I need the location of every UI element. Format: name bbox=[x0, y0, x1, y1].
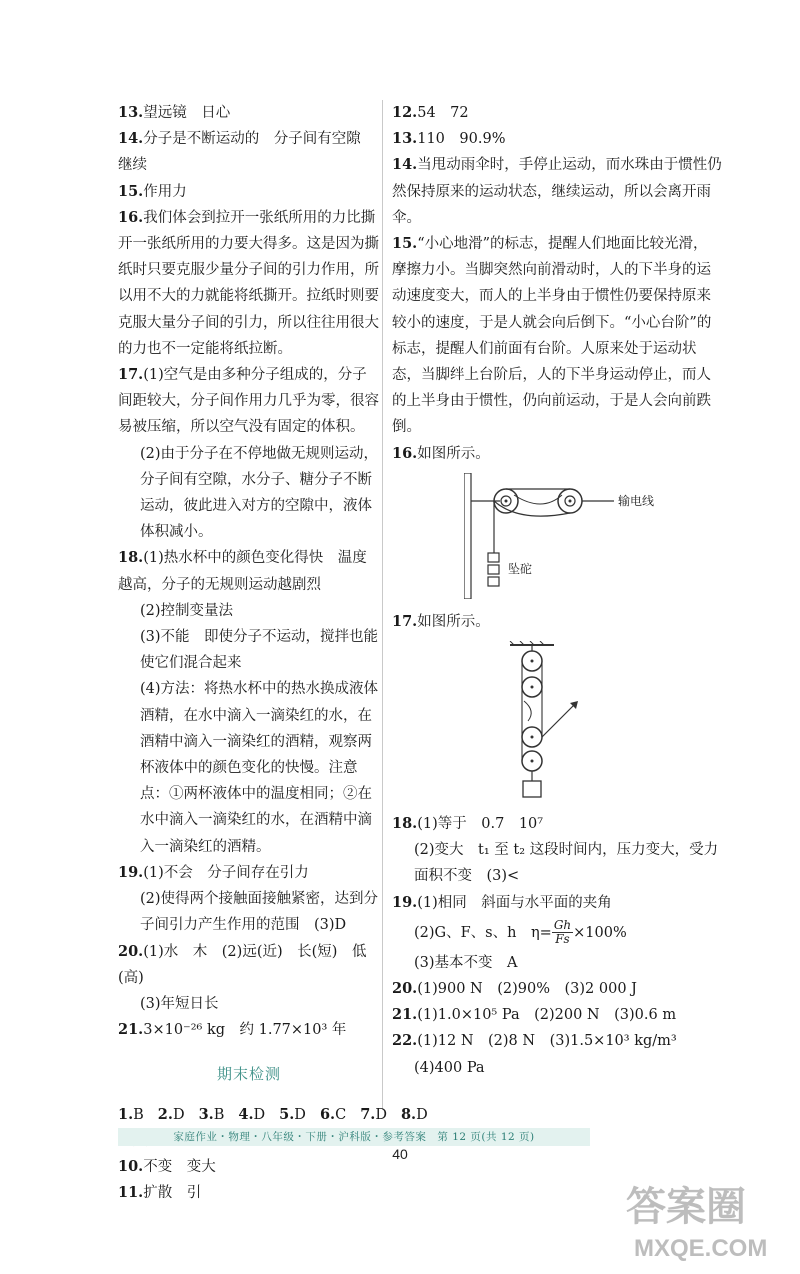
weight-label: 坠砣 bbox=[508, 561, 533, 576]
answer-number: 12. bbox=[392, 104, 418, 121]
answer-text: 望远镜 日心 bbox=[143, 105, 231, 121]
answer-number: 16. bbox=[118, 208, 144, 226]
answer-item bbox=[118, 362, 380, 441]
choice-number: 8. bbox=[400, 1105, 417, 1123]
pulley-powerline-figure bbox=[464, 473, 704, 599]
answer-sub-part: (2)变大 t₁ 至 t₂ 这段时间内，压力变大，受力面积不变 (3)< bbox=[414, 842, 719, 885]
answer-item bbox=[392, 1028, 722, 1054]
counterweight-block bbox=[488, 565, 499, 574]
answer-number: 14. bbox=[392, 156, 418, 174]
answer-item-19: 19.(1)相同 斜面与水平面的夹角 bbox=[392, 893, 612, 911]
right-answer-list-a bbox=[392, 100, 722, 467]
answer-text: (1)900 N (2)90% (3)2 000 J bbox=[417, 981, 637, 998]
answer-number: 20. bbox=[392, 980, 418, 998]
answer-text: “小心地滑”的标志，提醒人们地面比较光滑，摩擦力小。当脚突然向前滑动时，人的下半身的运动速度变大，而人的上半身由于惯性仍要保持原来较小的速度，于是人就会向后倒下。“小心台阶”的标志，提醒人们前面有台阶。人原来处于运动状态，当脚绊上台阶后，人的下半身运动停止，而人的上半身由于惯性，仍向前运动，于是人会向前跌倒。 bbox=[392, 236, 712, 436]
efficiency-fraction: $\frac{Gh}{Fs}$ bbox=[553, 918, 572, 947]
answer-number: 18. bbox=[392, 815, 418, 833]
svg-text:MXQE.COM: MXQE.COM bbox=[634, 1235, 768, 1262]
answer-text: 不变 变大 bbox=[143, 1158, 216, 1175]
answer-text: (1)热水杯中的颜色变化得快 温度越高，分子的无规则运动越剧烈 bbox=[118, 550, 367, 593]
answer-number: 13. bbox=[392, 130, 418, 148]
choice-answer: D bbox=[294, 1106, 306, 1123]
svg-text:答案圈: 答案圈 bbox=[626, 1185, 746, 1229]
watermark-logo bbox=[620, 1170, 790, 1266]
choice-number: 5. bbox=[279, 1105, 295, 1123]
choice-answers bbox=[118, 1102, 428, 1128]
answer-text: 我们体会到拉开一张纸所用的力比撕开一张纸所用的力要大得多。这是因为撕纸时只要克服少量分子间的引力作用，所以用不大的力就能将纸撕开。拉纸时则要克服大量分子间的引力，所以往往用很大的力也不一定能将纸拉断。 bbox=[118, 209, 379, 357]
answer-item bbox=[392, 441, 722, 467]
choice-answer: B bbox=[133, 1106, 144, 1123]
answer-number: 17. bbox=[118, 366, 144, 384]
choice-answer: B bbox=[213, 1106, 225, 1123]
pull-rope bbox=[542, 703, 576, 737]
answer-item bbox=[118, 126, 380, 178]
answer-item bbox=[118, 1017, 380, 1043]
answer-item bbox=[118, 1180, 380, 1206]
answer-number: 20. bbox=[118, 942, 144, 960]
right-column bbox=[392, 100, 722, 1081]
choice-number: 4. bbox=[238, 1105, 254, 1123]
answer-text: (1)不会 分子间存在引力 bbox=[143, 864, 309, 881]
answer-item bbox=[392, 126, 722, 152]
counterweight-block bbox=[488, 577, 499, 586]
answer-number: 15. bbox=[392, 235, 418, 253]
answer-item bbox=[118, 939, 380, 991]
answer-sub-19-2: (2)G、F、s、h η= $\frac{Gh}{Fs}$ ×100% bbox=[414, 918, 627, 947]
answer-number: 16. bbox=[392, 444, 418, 462]
answer-item bbox=[118, 100, 380, 126]
answer-number: 19. bbox=[118, 863, 144, 881]
answer-sub-part: (2)使得两个接触面接触紧密，达到分子间引力产生作用的范围 (3)D bbox=[140, 891, 379, 934]
answer-text: (1)空气是由多种分子组成的，分子间距较大，分子间作用力几乎为零，很容易被压缩，所以空气没有固定的体积。 bbox=[118, 367, 379, 436]
counterweight-block bbox=[488, 553, 499, 562]
answer-text: 3×10⁻²⁶ kg 约 1.77×10³ 年 bbox=[143, 1022, 347, 1039]
answer-text: (1)1.0×10⁵ Pa (2)200 N (3)0.6 m bbox=[417, 1007, 677, 1024]
answer-text: 当甩动雨伞时，手停止运动，而水珠由于惯性仍然保持原来的运动状态，继续运动，所以会离开雨伞。 bbox=[392, 157, 722, 226]
answer-item bbox=[392, 976, 722, 1002]
right-answer-list-b bbox=[392, 811, 722, 890]
answer-text: 如图所示。 bbox=[417, 445, 490, 462]
wire-label: 输电线 bbox=[618, 493, 655, 508]
answer-sub-part: (4)400 Pa bbox=[414, 1059, 485, 1076]
pulley-block-figure bbox=[492, 641, 632, 801]
answer-item bbox=[392, 1002, 722, 1028]
choice-answer: D bbox=[253, 1106, 266, 1123]
column-divider bbox=[382, 100, 383, 1110]
answer-item bbox=[392, 231, 722, 441]
answer-text: 作用力 bbox=[143, 183, 187, 200]
choice-number: 7. bbox=[360, 1105, 376, 1123]
answer-sub-part: (4)方法：将热水杯中的热水换成液体酒精，在水中滴入一滴染红的水，在酒精中滴入一滴染红的酒精，观察两杯液体中的颜色变化的快慢。注意点：①两杯液体中的温度相同；②在水中滴入一滴染红的水，在酒精中滴入一滴染红的酒精。 bbox=[140, 681, 379, 855]
answer-text: 54 72 bbox=[417, 105, 469, 121]
answer-number: 11. bbox=[118, 1184, 144, 1202]
answer-number: 14. bbox=[118, 130, 144, 148]
choice-answer: D bbox=[172, 1106, 185, 1123]
answer-number: 15. bbox=[118, 182, 144, 200]
choice-number: 6. bbox=[319, 1105, 336, 1123]
answer-number: 21. bbox=[392, 1006, 418, 1024]
answer-number: 18. bbox=[118, 549, 144, 567]
pole bbox=[464, 473, 471, 599]
answer-sub-19-3: (3)基本不变 A bbox=[414, 954, 518, 971]
answer-number: 10. bbox=[118, 1157, 144, 1175]
answer-text: (1)等于 0.7 10⁷ bbox=[417, 816, 544, 833]
section-title: 期末检测 bbox=[216, 1065, 281, 1084]
answer-item bbox=[392, 100, 722, 126]
choice-number: 3. bbox=[198, 1105, 214, 1123]
answer-item: 17.如图所示。 bbox=[392, 612, 490, 630]
page-number: 40 bbox=[392, 1146, 408, 1162]
answer-item bbox=[118, 179, 380, 205]
choice-row bbox=[118, 1102, 428, 1128]
left-answer-list bbox=[118, 100, 380, 1043]
answer-item bbox=[118, 205, 380, 362]
answer-item bbox=[118, 860, 380, 886]
choice-number: 2. bbox=[157, 1105, 173, 1123]
answer-item bbox=[392, 811, 722, 837]
answer-number: 13. bbox=[118, 104, 144, 121]
answer-sub-part: (2)由于分子在不停地做无规则运动，分子间有空隙，水分子、糖分子不断运动，彼此进入对方的空隙中，液体体积减小。 bbox=[140, 445, 379, 541]
answer-text: (1)12 N (2)8 N (3)1.5×10³ kg/m³ bbox=[417, 1033, 677, 1050]
answer-number: 21. bbox=[118, 1021, 144, 1039]
answer-sub-part: (2)控制变量法 bbox=[140, 602, 234, 619]
answer-sub-part: (3)不能 即使分子不运动，搅拌也能使它们混合起来 bbox=[140, 629, 379, 672]
choice-answer: D bbox=[375, 1106, 387, 1123]
choice-answer: C bbox=[335, 1106, 347, 1123]
answer-item bbox=[392, 152, 722, 231]
choice-answer: D bbox=[416, 1106, 428, 1123]
load-block bbox=[523, 781, 541, 797]
answer-number: 22. bbox=[392, 1032, 418, 1050]
answer-text: 分子是不断运动的 分子间有空隙 继续 bbox=[118, 131, 376, 174]
choice-number: 1. bbox=[118, 1105, 134, 1123]
answer-sub-part: (3)年短日长 bbox=[140, 995, 219, 1012]
answer-text: (1)水 木 (2)远(近) 长(短) 低(高) bbox=[118, 943, 367, 986]
answer-item bbox=[118, 545, 380, 597]
footer-bar: 家庭作业・物理・八年级・下册・沪科版・参考答案 第 12 页(共 12 页) bbox=[118, 1128, 590, 1146]
right-answer-list-c bbox=[392, 976, 722, 1081]
answer-text: 110 90.9% bbox=[417, 131, 506, 148]
answer-text: 扩散 引 bbox=[143, 1185, 202, 1202]
